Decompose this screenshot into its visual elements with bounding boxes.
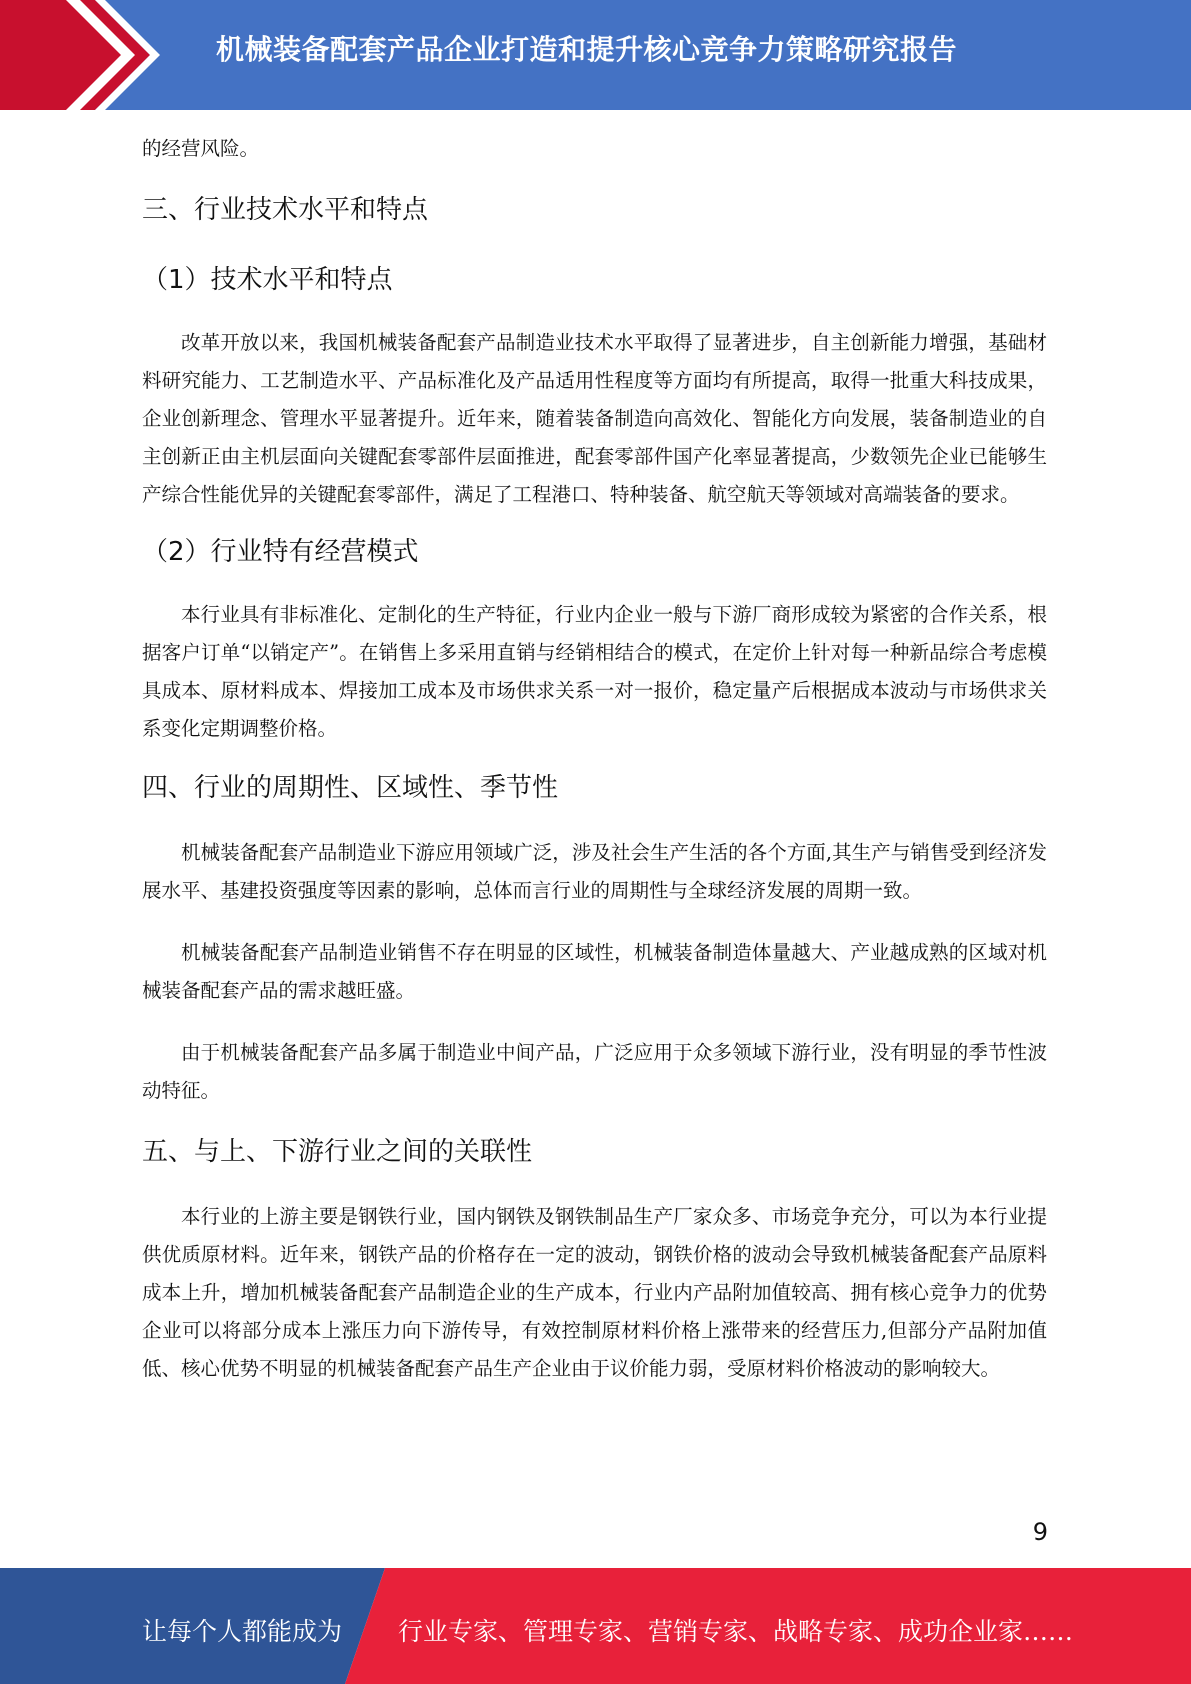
section-4-paragraph-2: 机械装备配套产品制造业销售不存在明显的区域性，机械装备制造体量越大、产业越成熟的区域对机械装备配套产品的需求越旺盛。 [142, 941, 1047, 1002]
intro-tail-text: 的经营风险。 [142, 137, 260, 160]
section-4-heading: 四、行业的周期性、区域性、季节性 [142, 773, 559, 803]
section-3-2-heading: （2）行业特有经营模式 [142, 537, 419, 567]
footer-slogan-right: 行业专家、管理专家、营销专家、战略专家、成功企业家…… [398, 1617, 1074, 1646]
page-header [0, 0, 1191, 110]
section-4-paragraph-3: 由于机械装备配套产品多属于制造业中间产品，广泛应用于众多领域下游行业，没有明显的季节性波动特征。 [142, 1041, 1047, 1102]
page-content [142, 130, 1047, 1388]
section-3-2-paragraph: 本行业具有非标准化、定制化的生产特征，行业内企业一般与下游厂商形成较为紧密的合作关系，根据客户订单“以销定产”。在销售上多采用直销与经销相结合的模式，在定价上针对每一种新品综合考虑模具成本、原材料成本、焊接加工成本及市场供求关系一对一报价，稳定量产后根据成本波动与市场供求关系变化定期调整价格。 [142, 603, 1047, 740]
section-5-heading: 五、与上、下游行业之间的关联性 [142, 1137, 533, 1167]
report-title: 机械装备配套产品企业打造和提升核心竞争力策略研究报告 [216, 33, 958, 66]
section-4-paragraph-1: 机械装备配套产品制造业下游应用领域广泛，涉及社会生产生活的各个方面,其生产与销售受到经济发展水平、基建投资强度等因素的影响，总体而言行业的周期性与全球经济发展的周期一致。 [142, 841, 1047, 902]
footer-slogan-left: 让每个人都能成为 [142, 1617, 343, 1646]
page-footer [0, 1568, 1191, 1684]
section-5-paragraph: 本行业的上游主要是钢铁行业，国内钢铁及钢铁制品生产厂家众多、市场竞争充分，可以为本行业提供优质原材料。近年来，钢铁产品的价格存在一定的波动，钢铁价格的波动会导致机械装备配套产品原料成本上升，增加机械装备配套产品制造企业的生产成本，行业内产品附加值较高、拥有核心竞争力的优势企业可以将部分成本上涨压力向下游传导，有效控制原材料价格上涨带来的经营压力,但部分产品附加值低、核心优势不明显的机械装备配套产品生产企业由于议价能力弱，受原材料价格波动的影响较大。 [142, 1205, 1047, 1380]
section-3-heading: 三、行业技术水平和特点 [142, 195, 429, 225]
page-number: 9 [1032, 1518, 1048, 1546]
section-3-1-heading: （1）技术水平和特点 [142, 265, 393, 295]
section-3-1-paragraph: 改革开放以来，我国机械装备配套产品制造业技术水平取得了显著进步，自主创新能力增强，基础材料研究能力、工艺制造水平、产品标准化及产品适用性程度等方面均有所提高，取得一批重大科技成果，企业创新理念、管理水平显著提升。近年来，随着装备制造向高效化、智能化方向发展，装备制造业的自主创新正由主机层面向关键配套零部件层面推进，配套零部件国产化率显著提高，少数领先企业已能够生产综合性能优异的关键配套零部件，满足了工程港口、特种装备、航空航天等领域对高端装备的要求。 [142, 331, 1047, 506]
